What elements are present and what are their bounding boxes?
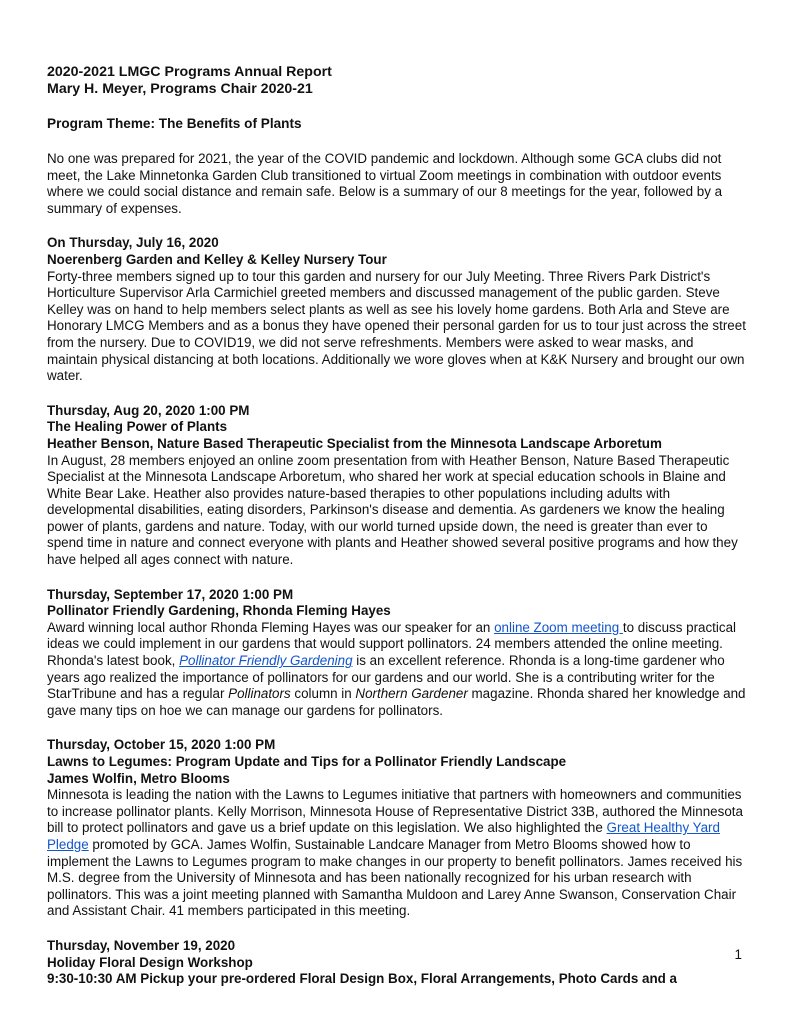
book-title: Pollinator Friendly Gardening [179, 653, 353, 669]
meeting-july [47, 235, 747, 384]
report-author: Mary H. Meyer, Programs Chair 2020-21 [47, 81, 313, 98]
book-link[interactable] [179, 653, 352, 668]
meeting-august [47, 403, 747, 569]
meeting-description: Forty-three members signed up to tour this garden and nursery for our July Meeting. Three Rivers Park District's Horticulture Supervisor Arla Carmichiel greeted members and discussed management of the public garden. Steve Kelley was on hand to help members select plants as well as see his lovely home gardens. Both Arla and Steve are Honorary LMCG Members and as a bonus they have opened their personal garden for us to tour just across the street from the nursery. Due to COVID19, we did not serve refreshments. Members were asked to wear masks, and maintain physical distancing at both locations. Additionally we wore gloves when at K&K Nursery and brought our own water. [47, 268, 746, 384]
intro-paragraph: No one was prepared for 2021, the year of the COVID pandemic and lockdown. Although some GCA clubs did not meet, the Lake Minnetonka Garden Club transitioned to virtual Zoom meetings in combination with outdoor events where we could social distance and remain safe. Below is a summary of our 8 meetings for the year, followed by a summary of expenses. [47, 151, 723, 216]
meeting-october [47, 737, 747, 920]
page-number: 1 [734, 947, 742, 962]
text-run: Minnesota is leading the nation with the Lawns to Legumes initiative that partners with homeowners and communities to increase pollinator plants. Kelly Morrison, Minnesota House of Representative District 33B, authored the Minnesota bill to protect pollinators and gave us a brief update on this legislation. We also highlighted the [47, 787, 743, 836]
meeting-date: Thursday, October 15, 2020 1:00 PM [47, 737, 276, 753]
report-title: 2020-2021 LMGC Programs Annual Report [47, 64, 332, 80]
meeting-date: Thursday, Aug 20, 2020 1:00 PM [47, 402, 250, 418]
meeting-speaker: Heather Benson, Nature Based Therapeutic Specialist from the Minnesota Landscape Arboretum [47, 435, 662, 451]
magazine-name: Northern Gardener [355, 686, 468, 702]
meeting-date: Thursday, September 17, 2020 1:00 PM [47, 586, 294, 602]
yard-pledge-link[interactable]: Great Healthy Yard Pledge [47, 820, 720, 852]
meeting-description [47, 787, 747, 920]
meeting-september [47, 587, 747, 720]
zoom-meeting-link[interactable]: online Zoom meeting [494, 619, 623, 635]
text-run: promoted by GCA. James Wolfin, Sustainable Landcare Manager from Metro Blooms showed how to implement the Lawns to Legumes program to make changes in our property to benefit pollinators. James received his M.S. degree from the University of Minnesota and has been nationally recognized for his urban research with pollinators. This was a joint meeting planned with Samantha Muldoon and Larey Anne Swanson, Conservation Chair and Assistant Chair. 41 members participated in this meeting. [47, 836, 743, 919]
meeting-speaker: James Wolfin, Metro Blooms [47, 770, 230, 786]
meeting-title: Noerenberg Garden and Kelley & Kelley Nursery Tour [47, 251, 387, 267]
program-theme: Program Theme: The Benefits of Plants [47, 116, 302, 132]
text-run: column in [290, 686, 356, 702]
text-run: Award winning local author Rhonda Fleming Hayes was our speaker for an [47, 619, 495, 635]
meeting-schedule: 9:30-10:30 AM Pickup your pre-ordered Floral Design Box, Floral Arrangements, Photo Cards and a [47, 971, 678, 987]
meeting-description [47, 620, 747, 720]
text-run: to discuss practical ideas we could implement in our gardens that would support pollinators. 24 members attended the online meeting. Rhonda's latest book, [47, 619, 736, 669]
text-run: magazine. Rhonda shared her knowledge and gave many tips on hoe we can manage our gardens for pollinators. [47, 686, 746, 718]
meeting-date: Thursday, November 19, 2020 [47, 937, 236, 953]
meeting-title: Pollinator Friendly Gardening, Rhonda Fleming Hayes [47, 603, 391, 619]
meeting-description: In August, 28 members enjoyed an online zoom presentation from with Heather Benson, Nature Based Therapeutic Specialist at the Minnesota Landscape Arboretum, who shared her work at special education schools in Blaine and White Bear Lake. Heather also provides nature-based therapies to other populations including adults with developmental disabilities, eating disorders, Parkinson's disease and dementia. As gardeners we know the healing power of plants, gardens and nature. Today, with our world turned upside down, the need is greater than ever to spend time in nature and connect everyone with plants and Heather showed several positive programs and how they have helped all ages connect with nature. [47, 452, 738, 568]
meeting-date: On Thursday, July 16, 2020 [47, 235, 219, 251]
meeting-november [47, 938, 747, 988]
column-name: Pollinators [228, 686, 291, 702]
meeting-title: Holiday Floral Design Workshop [47, 954, 253, 970]
document-body [47, 64, 747, 988]
meeting-title: The Healing Power of Plants [47, 419, 228, 435]
text-run: is an excellent reference. Rhonda is a long-time gardener who years ago realized the importance of pollinators for our gardens and our world. She is a contributing writer for the StarTribune and has a regular [47, 653, 725, 702]
meeting-title: Lawns to Legumes: Program Update and Tips for a Pollinator Friendly Landscape [47, 754, 567, 769]
